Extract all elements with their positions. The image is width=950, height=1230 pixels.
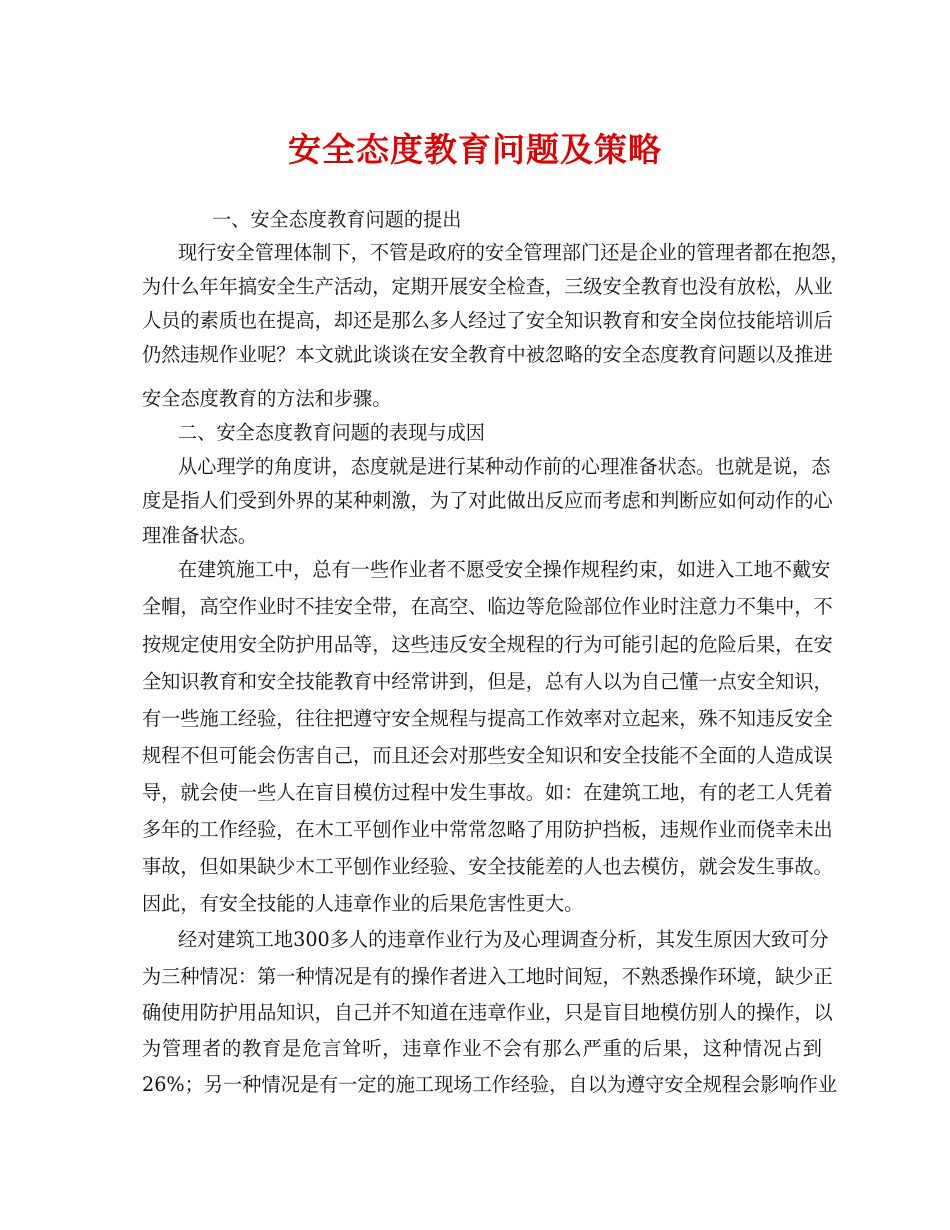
paragraph-line: 26%；另一种情况是有一定的施工现场工作经验，自以为遵守安全规程会影响作业 — [142, 1073, 838, 1096]
section-heading-1: 一、安全态度教育问题的提出 — [212, 208, 462, 231]
paragraph-line: 现行安全管理体制下，不管是政府的安全管理部门还是企业的管理者都在抱怨， — [178, 241, 850, 264]
section-heading-2: 二、安全态度教育问题的表现与成因 — [178, 421, 485, 444]
paragraph-line: 经对建筑工地300多人的违章作业行为及心理调查分析，其发生原因大致可分 — [178, 928, 829, 951]
paragraph-line: 有一些施工经验，往往把遵守安全规程与提高工作效率对立起来，殊不知违反安全 — [142, 707, 833, 730]
paragraph-line: 为什么年年搞安全生产活动，定期开展安全检查，三级安全教育也没有放松，从业 — [142, 275, 833, 298]
paragraph-line: 度是指人们受到外界的某种刺激，为了对此做出反应而考虑和判断应如何动作的心 — [142, 489, 833, 512]
paragraph-line: 从心理学的角度讲，态度就是进行某种动作前的心理准备状态。也就是说，态 — [178, 455, 831, 478]
paragraph-line: 全知识教育和安全技能教育中经常讲到，但是，总有人以为自己懂一点安全知识， — [142, 670, 833, 693]
paragraph-line: 理准备状态。 — [142, 524, 258, 547]
paragraph-line: 全帽，高空作业时不挂安全带，在高空、临边等危险部位作业时注意力不集中，不 — [142, 595, 833, 618]
paragraph-line: 为三种情况：第一种情况是有的操作者进入工地时间短，不熟悉操作环境，缺少正 — [142, 965, 833, 988]
paragraph-line: 因此，有安全技能的人违章作业的后果危害性更大。 — [142, 892, 584, 915]
paragraph-line: 导，就会使一些人在盲目模仿过程中发生事故。如：在建筑工地，有的老工人凭着 — [142, 781, 833, 804]
paragraph-line: 安全态度教育的方法和步骤。 — [142, 387, 392, 410]
paragraph-line: 按规定使用安全防护用品等，这些违反安全规程的行为可能引起的危险后果，在安 — [142, 633, 833, 656]
paragraph-line: 事故，但如果缺少木工平刨作业经验、安全技能差的人也去模仿，就会发生事故。 — [142, 855, 833, 878]
paragraph-line: 仍然违规作业呢？本文就此谈谈在安全教育中被忽略的安全态度教育问题以及推进 — [142, 343, 833, 366]
paragraph-line: 多年的工作经验，在木工平刨作业中常常忽略了用防护挡板，违规作业而侥幸未出 — [142, 818, 833, 841]
paragraph-line: 规程不但可能会伤害自己，而且还会对那些安全知识和安全技能不全面的人造成误 — [142, 744, 833, 767]
document-title: 安全态度教育问题及策略 — [288, 130, 662, 169]
paragraph-line: 确使用防护用品知识，自己并不知道在违章作业，只是盲目地模仿别人的操作，以 — [142, 1001, 833, 1024]
paragraph-line: 为管理者的教育是危言耸听，违章作业不会有那么严重的后果，这种情况占到 — [142, 1037, 822, 1060]
paragraph-line: 在建筑施工中，总有一些作业者不愿受安全操作规程约束，如进入工地不戴安 — [178, 558, 831, 581]
paragraph-line: 人员的素质也在提高，却还是那么多人经过了安全知识教育和安全岗位技能培训后 — [142, 309, 833, 332]
